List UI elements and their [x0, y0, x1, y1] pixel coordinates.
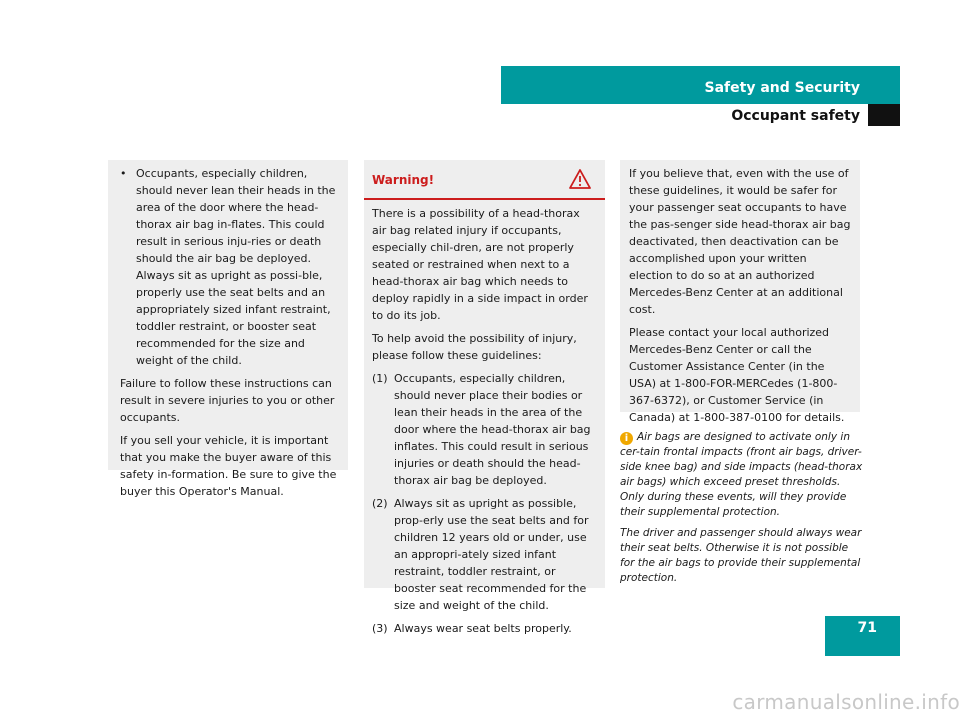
- paragraph: If you believe that, even with the use of these guidelines, it would be safer for your passenger seat occupants to have the pas-senger side head-thorax air bag deactivated, then deactivation can be accomplished upon your written election to do so at an authorized Mercedes-Benz Center at an additional cost.: [629, 167, 851, 316]
- right-text-panel: [620, 160, 860, 424]
- guideline-number: (2): [372, 497, 388, 510]
- warning-triangle-icon: [569, 169, 591, 189]
- guideline-item: [372, 495, 597, 614]
- info-icon: i: [620, 432, 633, 445]
- paragraph: Failure to follow these instructions can result in severe injuries to you or other occupants.: [120, 377, 335, 424]
- left-text-panel: [108, 160, 348, 498]
- note-paragraph: [620, 430, 865, 520]
- section-title: Safety and Security: [704, 80, 860, 96]
- warning-body: [364, 200, 605, 637]
- warning-header: [364, 160, 605, 200]
- warning-panel: [364, 160, 605, 635]
- page-title: Occupant safety: [731, 108, 860, 124]
- watermark: carmanualsonline.info: [732, 690, 960, 714]
- header-marker-block: [868, 104, 900, 126]
- paragraph: If you sell your vehicle, it is important that you make the buyer aware of this safety in-formation. Be sure to give the buyer this Operator's Manual.: [120, 434, 337, 498]
- paragraph: To help avoid the possibility of injury, please follow these guidelines:: [372, 332, 577, 362]
- paragraph: There is a possibility of a head-thorax air bag related injury if occupants, especially chil-dren, are not properly seated or restrained when next to a head-thorax air bag which needs to deploy rapidly in a side impact in order to do its job.: [372, 207, 588, 322]
- paragraph: Please contact your local authorized Mercedes-Benz Center or call the Customer Assistance Center (in the USA) at 1-800-FOR-MERCedes (1-800-367-6372), or Customer Service (in Canada) at 1-800-387-0100 for details.: [629, 326, 845, 424]
- note-paragraph: The driver and passenger should always wear their seat belts. Otherwise it is not possible for the air bags to provide their supplemental protection.: [620, 527, 862, 584]
- page-number: 71: [857, 620, 877, 636]
- warning-title: Warning!: [372, 173, 435, 187]
- bullet-item: [120, 165, 340, 369]
- bullet-text: Occupants, especially children, should never lean their heads in the area of the door where the head-thorax air bag in-flates. This could result in serious inju-ries or death should the air bag be deployed. Always sit as upright as possi-ble, properly use the seat belts and an appropriately sized infant restraint, toddler restraint, or booster seat recommended for the size and weight of the child.: [136, 167, 336, 367]
- info-note: [620, 430, 865, 592]
- guideline-item: [372, 370, 597, 489]
- guideline-number: (1): [372, 372, 388, 385]
- guideline-number: (3): [372, 622, 388, 635]
- guideline-item: [372, 620, 597, 637]
- guideline-text: Always wear seat belts properly.: [394, 622, 572, 635]
- guideline-text: Always sit as upright as possible, prop-erly use the seat belts and for children 12 years old or under, use an appropri-ately sized infant restraint, toddler restraint, or booster seat recommended for the size and weight of the child.: [394, 497, 589, 612]
- guideline-text: Occupants, especially children, should never place their bodies or lean their heads in the area of the door where the head-thorax air bag inflates. This could result in serious injuries or death should the head-thorax air bag be deployed.: [394, 372, 591, 487]
- bullet-marker: •: [120, 167, 127, 180]
- note-text: Air bags are designed to activate only in cer-tain frontal impacts (front air bags, driver-side knee bag) and side impacts (head-thorax air bags) which exceed preset thresholds. Only during these events, will they provide their supplemental protection.: [620, 431, 863, 518]
